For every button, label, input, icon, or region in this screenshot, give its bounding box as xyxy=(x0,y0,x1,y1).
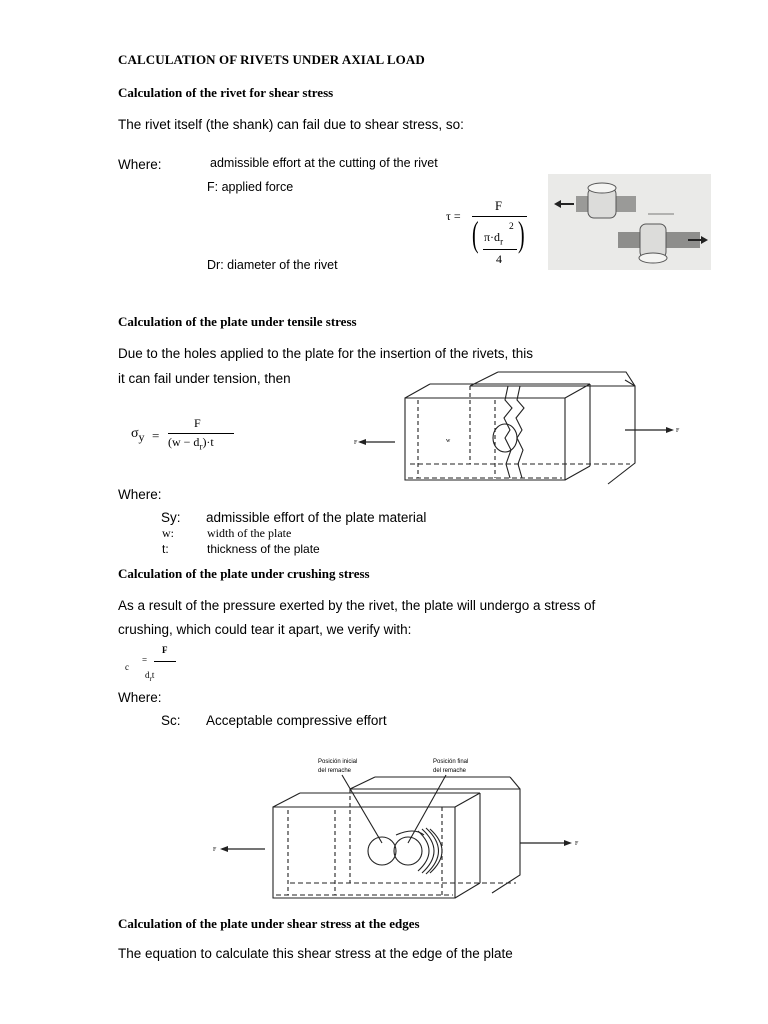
def-w-symbol: w: xyxy=(162,526,174,540)
tensile-left-f-label: F xyxy=(354,440,358,446)
page-title: CALCULATION OF RIVETS UNDER AXIAL LOAD xyxy=(118,52,425,67)
sigma-symbol xyxy=(131,426,145,445)
den-part-b: )·t xyxy=(202,435,214,449)
def-t-text: thickness of the plate xyxy=(207,542,320,556)
label-initial-line2: del remache xyxy=(318,768,352,774)
section-heading-crushing: Calculation of the plate under crushing stress xyxy=(118,566,370,581)
sigma-text: σ xyxy=(131,426,139,441)
crush-numerator: F xyxy=(162,645,168,655)
equals-sign: = xyxy=(152,428,160,443)
formula-numerator: F xyxy=(495,199,502,213)
where-label-1: Where: xyxy=(118,157,162,172)
crushing-intro-line1: As a result of the pressure exerted by the rivet, the plate will undergo a stress of xyxy=(118,598,596,613)
shear-intro: The rivet itself (the shank) can fail due to shear stress, so: xyxy=(118,117,464,132)
where-label-2: Where: xyxy=(118,487,162,502)
def-sc-text: Acceptable compressive effort xyxy=(206,713,387,728)
den-subscript: r xyxy=(199,441,203,452)
def-sy-text: admissible effort of the plate material xyxy=(206,510,427,525)
crushing-intro-line2: crushing, which could tear it apart, we verify with: xyxy=(118,622,412,637)
label-initial-line1: Posición inicial xyxy=(318,759,358,765)
crush-eq: = xyxy=(142,655,148,665)
def-w-text: width of the plate xyxy=(207,526,292,540)
where-label-3: Where: xyxy=(118,690,162,705)
formula-pi-d xyxy=(484,230,503,246)
pi-d-text: π·d xyxy=(484,230,501,244)
def-admissible-effort: admissible effort at the cutting of the rivet xyxy=(210,156,438,170)
crush-left-f-label: F xyxy=(213,847,217,853)
tensile-fraction-bar xyxy=(168,433,234,434)
tensile-w-label: w xyxy=(446,438,451,444)
rivet-shear-figure xyxy=(548,174,711,270)
den-part-a: (w − d xyxy=(168,435,200,449)
inner-fraction-bar xyxy=(483,249,517,250)
section-heading-edge-shear: Calculation of the plate under shear stress at the edges xyxy=(118,916,420,931)
crush-right-f-label: F xyxy=(575,841,579,847)
right-paren: ) xyxy=(518,214,525,254)
exponent-2: 2 xyxy=(509,222,514,232)
crush-den-t: t xyxy=(151,670,155,680)
divisor-4: 4 xyxy=(496,252,502,266)
tensile-denominator xyxy=(168,435,214,451)
crush-den-sub: r xyxy=(149,674,152,683)
left-paren: ( xyxy=(472,214,479,254)
r-subscript: r xyxy=(500,236,504,247)
def-t-symbol: t: xyxy=(162,542,169,556)
tensile-intro-line2: it can fail under tension, then xyxy=(118,371,291,386)
def-sc-symbol: Sc: xyxy=(161,713,181,728)
tensile-intro-line1: Due to the holes applied to the plate for the insertion of the rivets, this xyxy=(118,346,533,361)
section-heading-tensile: Calculation of the plate under tensile stress xyxy=(118,314,357,329)
tensile-numerator: F xyxy=(194,416,201,430)
crush-denominator xyxy=(145,670,154,683)
formula-tau-lhs: τ = xyxy=(446,209,461,223)
def-rivet-diameter: Dr: diameter of the rivet xyxy=(207,258,338,272)
section-heading-shear: Calculation of the rivet for shear stress xyxy=(118,85,334,100)
crushing-plate-figure xyxy=(210,755,590,905)
def-sy-symbol: Sy: xyxy=(161,510,181,525)
label-final-line1: Posición final xyxy=(433,759,469,765)
rivet-shear-photo xyxy=(548,174,711,270)
edge-shear-intro: The equation to calculate this shear stress at the edge of the plate xyxy=(118,946,513,961)
def-applied-force: F: applied force xyxy=(207,180,294,194)
sigma-subscript: y xyxy=(138,429,145,444)
tensile-right-f-label: F xyxy=(676,428,680,434)
crush-fraction-bar xyxy=(154,661,176,662)
crush-den-d: d xyxy=(145,670,150,680)
tensile-plate-figure xyxy=(350,378,680,488)
label-final-line2: del remache xyxy=(433,768,467,774)
crush-lhs: c xyxy=(125,662,129,672)
